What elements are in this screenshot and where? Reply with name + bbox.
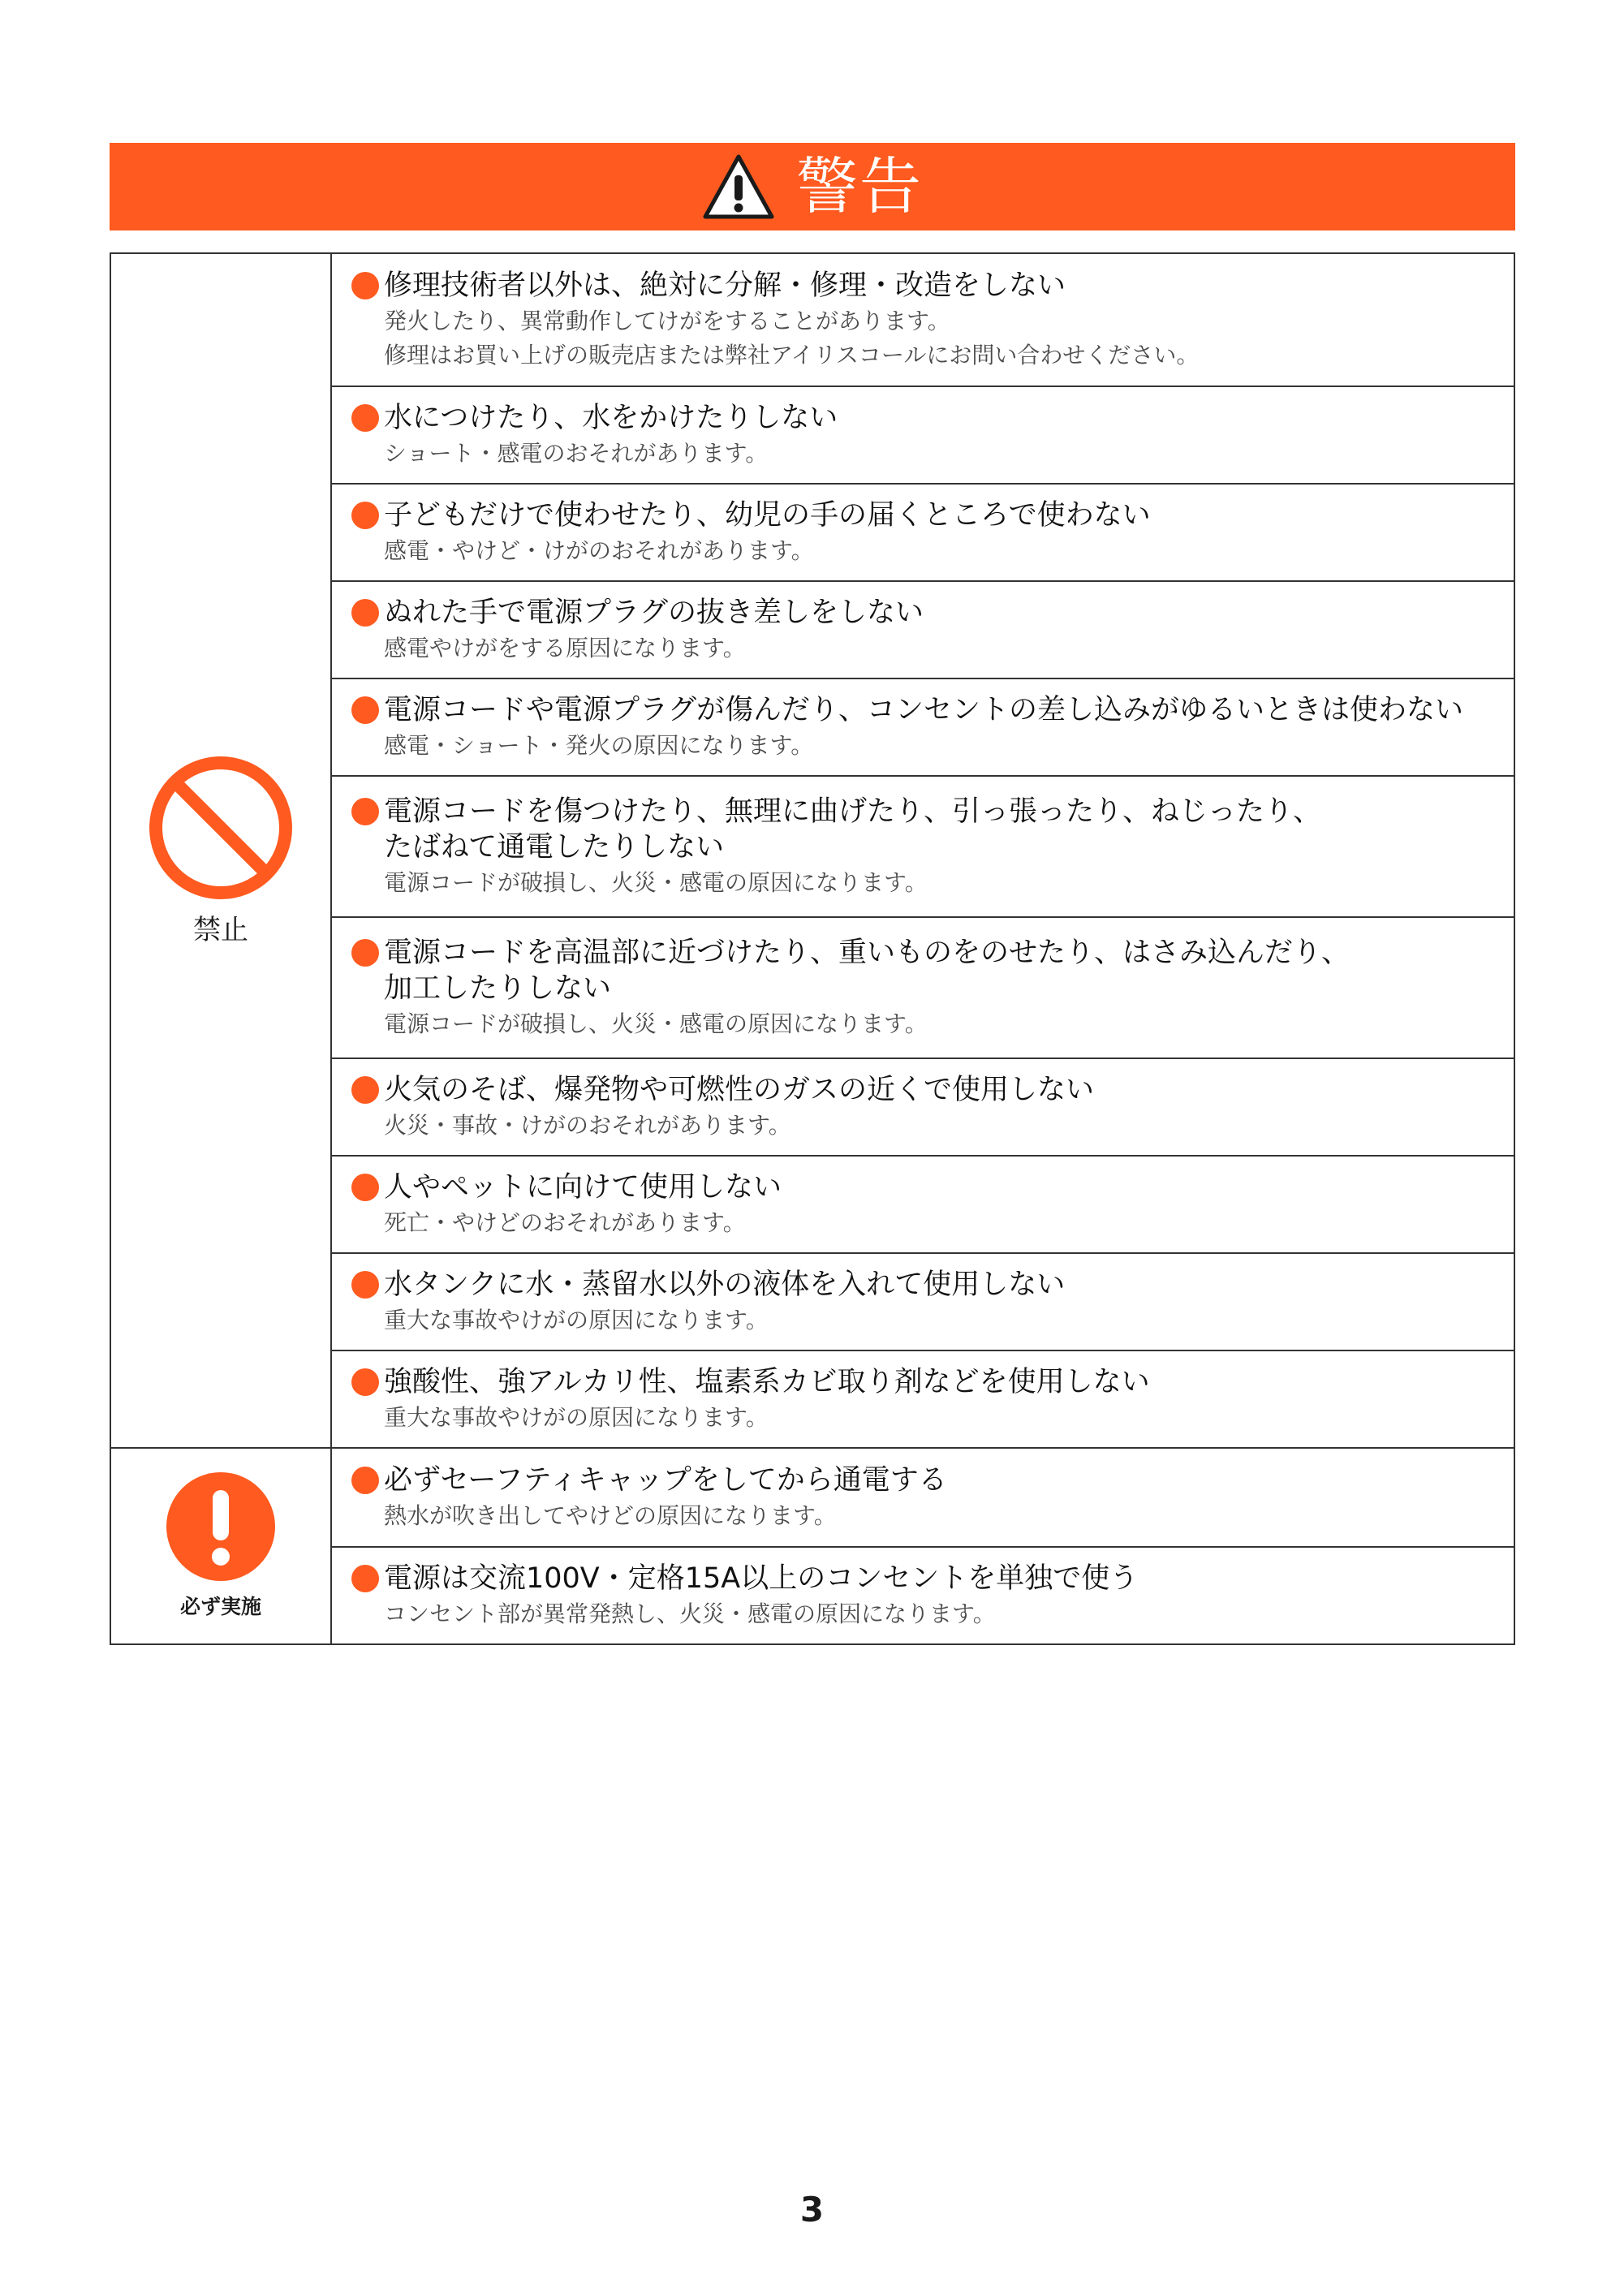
warning-triangle-icon <box>702 153 775 220</box>
item-description: コンセント部が異常発熱し、火災・感電の原因になります。 <box>384 1600 996 1627</box>
warning-item <box>332 580 1514 678</box>
item-heading <box>351 498 1506 533</box>
mandatory-label: 必ず実施 <box>179 1595 261 1618</box>
banner-title: 警告 <box>796 150 923 222</box>
bullet-dot-icon <box>351 1565 379 1592</box>
item-title: 電源コードや電源プラグが傷んだり、コンセントの差し込みがゆるいときは使わない <box>384 694 1464 726</box>
warning-item <box>332 1546 1514 1643</box>
bullet-dot-icon <box>351 1368 379 1396</box>
prohibition-icon <box>148 755 294 901</box>
warning-item <box>332 1252 1514 1350</box>
warning-item <box>332 1155 1514 1252</box>
warning-item <box>332 254 1514 386</box>
mandatory-group <box>111 1447 1514 1643</box>
item-heading <box>351 794 1506 865</box>
warning-item <box>332 775 1514 916</box>
item-title: 必ずセーフティキャップをしてから通電する <box>384 1464 947 1497</box>
bullet-dot-icon <box>351 696 379 724</box>
bullet-dot-icon <box>351 272 379 299</box>
bullet-dot-icon <box>351 939 379 967</box>
item-heading <box>351 1364 1506 1400</box>
item-description: 感電やけがをする原因になります。 <box>384 635 746 661</box>
item-title: 電源コードを傷つけたり、無理に曲げたり、引っ張ったり、ねじったり、 たばねて通電したりしない <box>384 795 1322 864</box>
item-heading <box>351 1561 1506 1596</box>
item-description: 火災・事故・けがのおそれがあります。 <box>384 1112 791 1139</box>
item-heading <box>351 1462 1506 1498</box>
warning-item <box>332 386 1514 483</box>
bullet-dot-icon <box>351 1174 379 1201</box>
bullet-dot-icon <box>351 404 379 432</box>
item-heading <box>351 692 1506 728</box>
warning-banner <box>110 143 1515 230</box>
item-description: 感電・やけど・けがのおそれがあります。 <box>384 537 814 564</box>
bullet-dot-icon <box>351 798 379 825</box>
bullet-dot-icon <box>351 599 379 627</box>
bullet-dot-icon <box>351 1076 379 1104</box>
warning-item <box>332 1449 1514 1546</box>
item-title: ぬれた手で電源プラグの抜き差しをしない <box>384 597 924 629</box>
item-heading <box>351 595 1506 631</box>
prohibition-label: 禁止 <box>193 913 248 946</box>
page-number: 3 <box>799 2190 825 2229</box>
item-title: 水につけたり、水をかけたりしない <box>384 402 838 434</box>
item-description: 修理はお買い上げの販売店または弊社アイリスコールにお問い合わせください。 <box>384 342 1200 368</box>
mandatory-items <box>332 1449 1514 1643</box>
item-description: 重大な事故やけがの原因になります。 <box>384 1307 769 1333</box>
item-title: 強酸性、強アルカリ性、塩素系カビ取り剤などを使用しない <box>384 1366 1150 1398</box>
bullet-dot-icon <box>351 1271 379 1299</box>
item-title: 電源コードを高温部に近づけたり、重いものをのせたり、はさみ込んだり、 加工したりしない <box>384 937 1350 1005</box>
item-heading <box>351 1170 1506 1205</box>
prohibition-items <box>332 254 1514 1447</box>
item-description: 発火したり、異常動作してけがをすることがあります。 <box>384 308 950 334</box>
item-description: 電源コードが破損し、火災・感電の原因になります。 <box>384 1010 928 1037</box>
warning-item <box>332 916 1514 1058</box>
item-description: 熱水が吹き出してやけどの原因になります。 <box>384 1502 837 1529</box>
item-description: 重大な事故やけがの原因になります。 <box>384 1404 769 1431</box>
item-heading <box>351 268 1506 304</box>
item-description: 感電・ショート・発火の原因になります。 <box>384 732 814 759</box>
item-description: ショート・感電のおそれがあります。 <box>384 440 769 467</box>
exclamation-icon <box>166 1472 275 1581</box>
item-heading <box>351 400 1506 436</box>
prohibition-group <box>111 254 1514 1447</box>
mandatory-symbol-cell <box>111 1449 332 1643</box>
item-title: 修理技術者以外は、絶対に分解・修理・改造をしない <box>384 269 1066 302</box>
bullet-dot-icon <box>351 502 379 529</box>
item-title: 人やペットに向けて使用しない <box>384 1171 782 1204</box>
item-description: 死亡・やけどのおそれがあります。 <box>384 1209 746 1236</box>
warning-table <box>110 252 1515 1645</box>
item-heading <box>351 1267 1506 1303</box>
warning-item <box>332 678 1514 775</box>
warning-item <box>332 1058 1514 1155</box>
warning-item <box>332 483 1514 580</box>
item-title: 電源は交流100V・定格15A以上のコンセントを単独で使う <box>384 1562 1139 1595</box>
item-heading <box>351 935 1506 1006</box>
bullet-dot-icon <box>351 1467 379 1494</box>
item-title: 子どもだけで使わせたり、幼児の手の届くところで使わない <box>384 499 1151 532</box>
item-description: 電源コードが破損し、火災・感電の原因になります。 <box>384 869 928 896</box>
prohibition-symbol-cell <box>111 254 332 1447</box>
item-title: 水タンクに水・蒸留水以外の液体を入れて使用しない <box>384 1269 1066 1301</box>
item-heading <box>351 1072 1506 1108</box>
warning-item <box>332 1350 1514 1447</box>
item-title: 火気のそば、爆発物や可燃性のガスの近くで使用しない <box>384 1074 1095 1106</box>
